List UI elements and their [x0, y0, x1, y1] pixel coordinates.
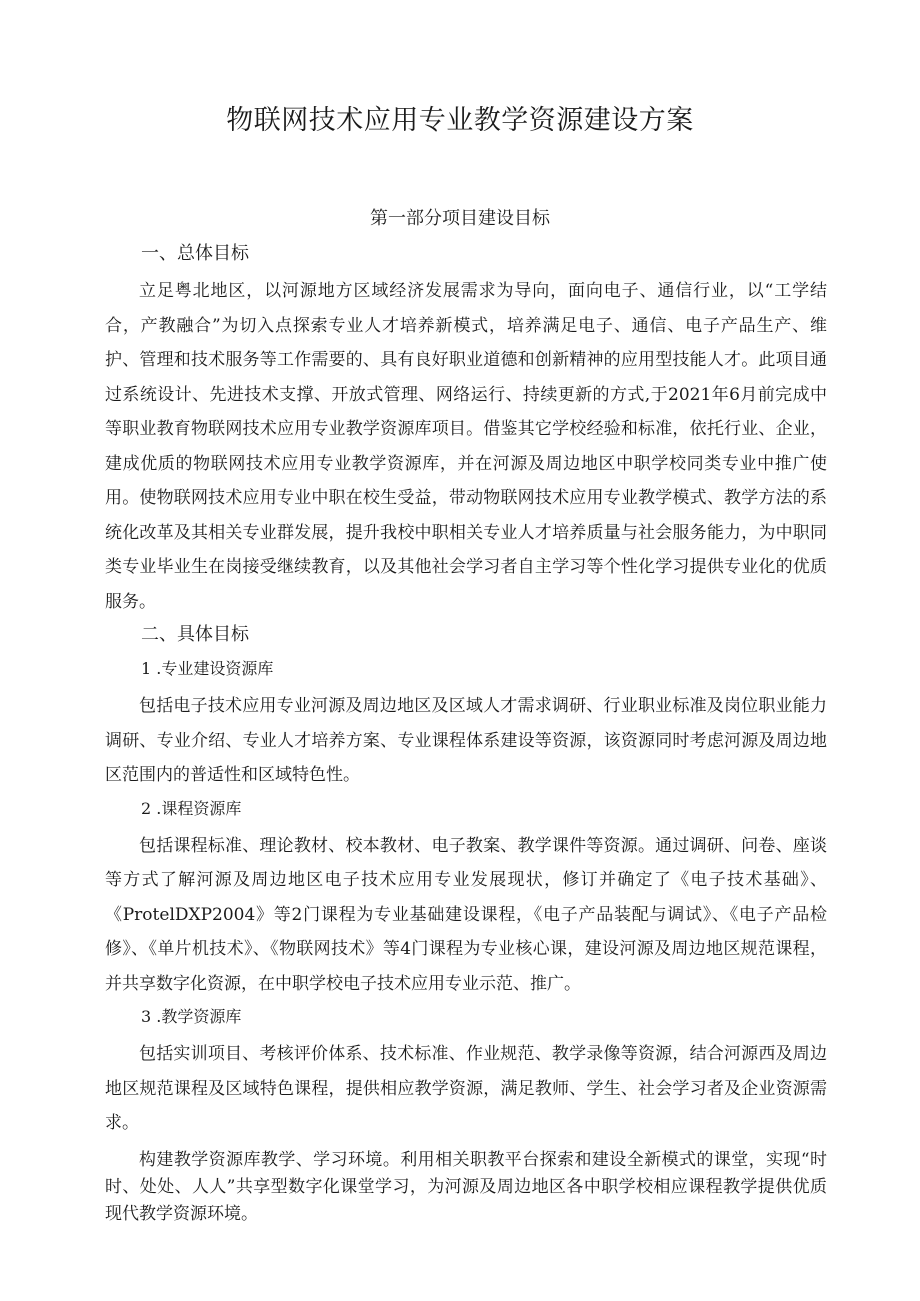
- paragraph-course-resource: 包括课程标准、理论教材、校本教材、电子教案、教学课件等资源。通过调研、问卷、座谈等方式了解河源及周边地区电子技术应用专业发展现状，修订并确定了《电子技术基础》、《ProtelDXP2004》等2门课程为专业基础建设课程，《电子产品装配与调试》、《电子产品检修》、《单片机技术》、《物联网技术》等4门课程为专业核心课，建设河源及周边地区规范课程，并共享数字化资源，在中职学校电子技术应用专业示范、推广。: [105, 835, 827, 994]
- paragraph-professional-resource: 包括电子技术应用专业河源及周边地区及区域人才需求调研、行业职业标准及岗位职业能力调研、专业介绍、专业人才培养方案、专业课程体系建设等资源，该资源同时考虑河源及周边地区范围内的普适性和区域特色性。: [105, 696, 827, 785]
- section-heading-overall-goal: 一、总体目标: [141, 243, 249, 264]
- document-body: [105, 240, 827, 1228]
- paragraph-overall-goal: 立足粤北地区，以河源地方区域经济发展需求为导向，面向电子、通信行业，以“工学结合，产教融合”为切入点探索专业人才培养新模式，培养满足电子、通信、电子产品生产、维护、管理和技术服务等工作需要的、具有良好职业道德和创新精神的应用型技能人才。此项目通过系统设计、先进技术支撑、开放式管理、网络运行、持续更新的方式,于2021年6月前完成中等职业教育物联网技术应用专业教学资源库项目。借鉴其它学校经验和标准，依托行业、企业，建成优质的物联网技术应用专业教学资源库，并在河源及周边地区中职学校同类专业中推广使用。使物联网技术应用专业中职在校生受益，带动物联网技术应用专业教学模式、教学方法的系统化改革及其相关专业群发展，提升我校中职相关专业人才培养质量与社会服务能力，为中职同类专业毕业生在岗接受继续教育，以及其他社会学习者自主学习等个性化学习提供专业化的优质服务。: [105, 281, 827, 612]
- paragraph-closing: 构建教学资源库教学、学习环境。利用相关职教平台探索和建设全新模式的课堂，实现“时时、处处、人人”共享型数字化课堂学习，为河源及周边地区各中职学校相应课程教学提供优质现代教学资源环境。: [105, 1149, 827, 1224]
- paragraph-teaching-resource: 包括实训项目、考核评价体系、技术标准、作业规范、教学录像等资源，结合河源西及周边地区规范课程及区域特色课程，提供相应教学资源，满足教师、学生、社会学习者及企业资源需求。: [105, 1044, 827, 1133]
- item-heading-professional-resource: 1 .专业建设资源库: [141, 659, 274, 678]
- section-heading-specific-goals: 二、具体目标: [141, 624, 249, 645]
- document-title: 物联网技术应用专业教学资源建设方案: [226, 105, 694, 136]
- part-title: 第一部分项目建设目标: [370, 208, 550, 229]
- item-heading-course-resource: 2 .课程资源库: [141, 798, 242, 818]
- item-heading-teaching-resource: 3 .教学资源库: [141, 1007, 242, 1026]
